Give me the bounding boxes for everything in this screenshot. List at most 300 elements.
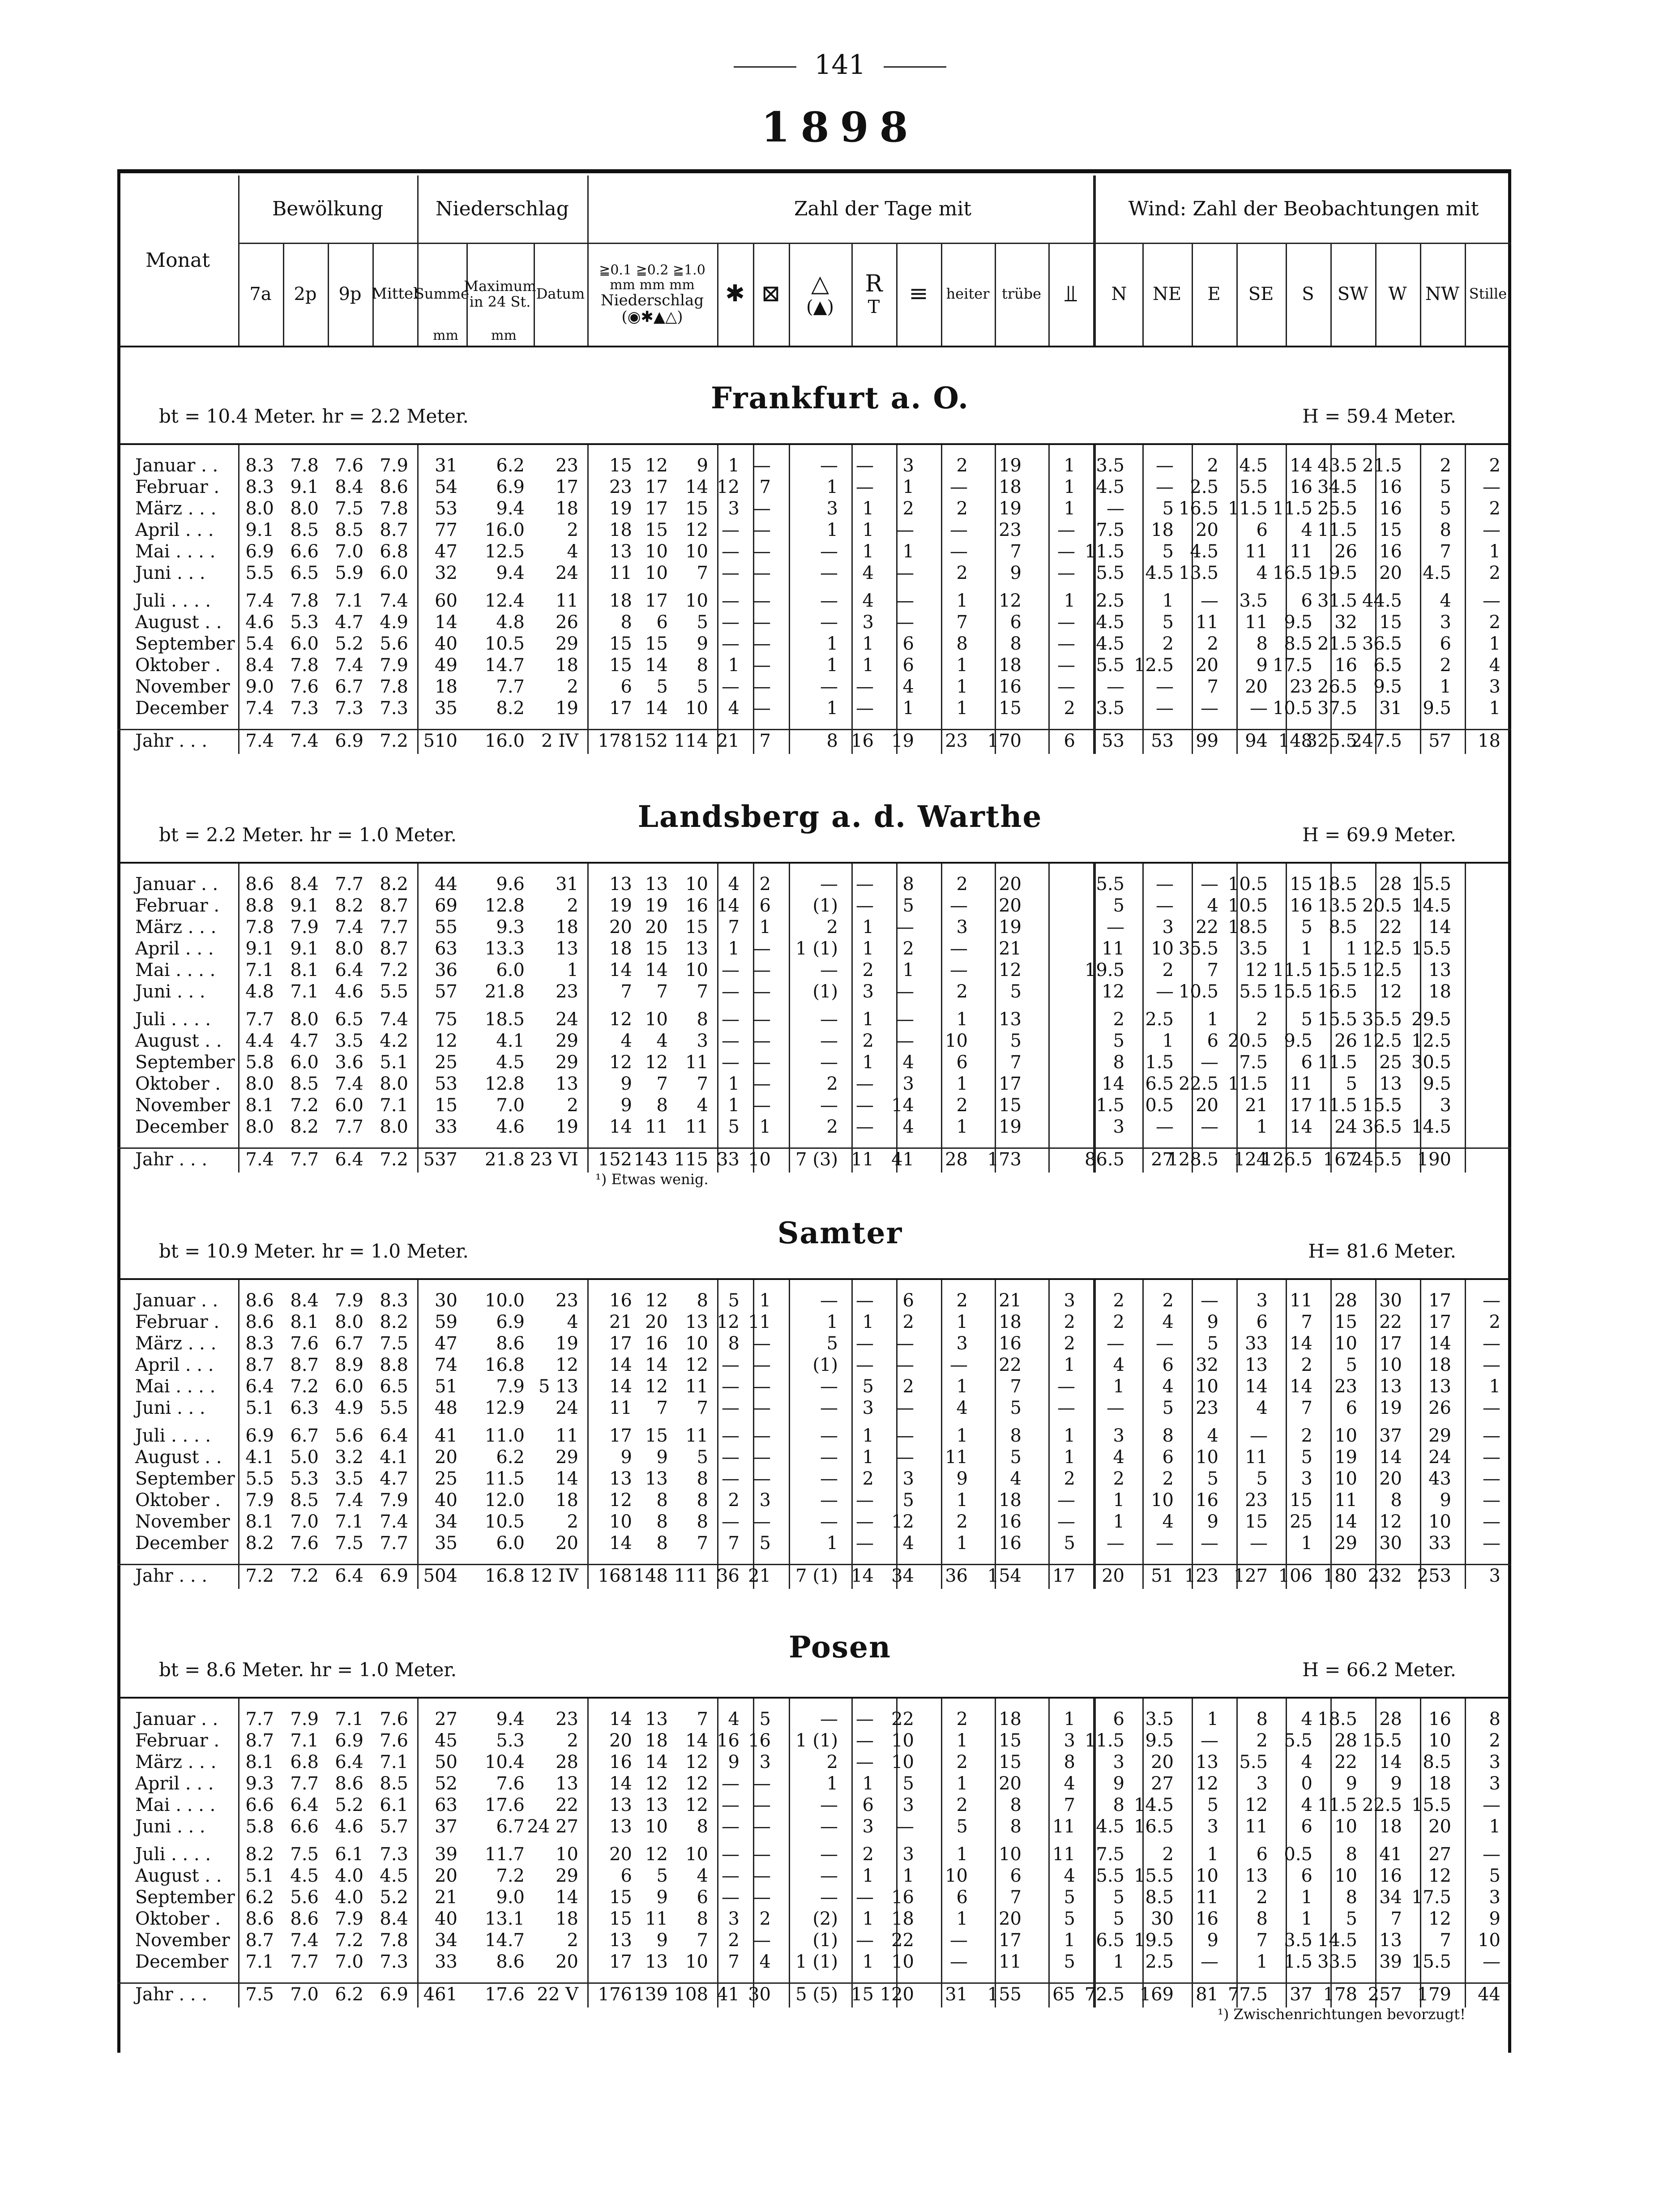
cell: 1 (1064, 477, 1075, 497)
fog-icon: ≡ (909, 280, 928, 308)
cell: 20 (556, 1533, 578, 1554)
cell: 124 (1233, 1149, 1268, 1170)
cell: 8 (1440, 520, 1451, 540)
cell: 16.8 (484, 1566, 525, 1586)
cell: 5.7 (380, 1816, 408, 1837)
cell: 10 (609, 1511, 632, 1532)
cell: 18 (1428, 1773, 1451, 1794)
cell: 13 (1245, 1866, 1268, 1886)
cell: 4.7 (335, 612, 363, 633)
cell: 4 (1489, 655, 1500, 676)
cell: 11.5 (1084, 1730, 1124, 1751)
cell: 8.6 (380, 477, 408, 497)
cell: 18 (999, 655, 1022, 676)
unit-mm-max: mm (491, 328, 517, 343)
cell: 17.6 (484, 1795, 525, 1815)
cell: 2 (862, 960, 874, 980)
cell: 0.5 (1284, 1844, 1312, 1865)
cell: 7 (620, 981, 632, 1002)
cell: 4 (567, 541, 578, 562)
cell: 7 (656, 981, 668, 1002)
cell: 12.4 (484, 591, 525, 611)
cell (1022, 1030, 1075, 1052)
cell: 11 (1245, 1447, 1268, 1468)
cell: 5 (1010, 981, 1022, 1002)
cell: 8 (1390, 1490, 1402, 1511)
cell: 3 (862, 612, 874, 633)
cell: 6.5 (1373, 655, 1402, 676)
cell: 7.9 (380, 455, 408, 476)
cell: 12 (999, 591, 1022, 611)
cell: 41 (717, 1984, 740, 2005)
month-label: Januar . . (135, 874, 218, 895)
cell: 60 (435, 591, 457, 611)
cell: 13 (685, 1312, 708, 1332)
hail-symbol: △ (811, 270, 829, 298)
cell: 9 (1256, 655, 1268, 676)
cell: 9.5 (1284, 612, 1312, 633)
cell: — (753, 676, 771, 697)
cell: 232 (1368, 1566, 1402, 1586)
month-label: September (135, 1468, 235, 1489)
cell: 3 (902, 1074, 914, 1094)
month-label: April . . . (135, 1355, 214, 1375)
cell: 7.5 (380, 1333, 408, 1354)
cell: 30 (435, 1290, 457, 1311)
station-table (117, 1697, 1511, 2012)
cell: 6.6 (290, 1816, 319, 1837)
month-label: April . . . (135, 1773, 214, 1794)
cell: 15 (609, 455, 632, 476)
cell: 7.2 (335, 1930, 363, 1951)
cell: 2 (567, 520, 578, 540)
cell: — (856, 1490, 874, 1511)
cell: 6.9 (496, 1312, 525, 1332)
cell: 1 (902, 541, 914, 562)
cell: 1 (862, 655, 874, 676)
cell: 7.9 (290, 917, 319, 937)
cell: — (856, 676, 874, 697)
month-label: Mai . . . . (135, 1795, 216, 1815)
cell: 4.8 (496, 612, 525, 633)
month-label: Juli . . . . (135, 1844, 211, 1865)
cell: 7 (656, 1074, 668, 1094)
cell: 15.5 (1362, 1730, 1402, 1751)
cell: 7.7 (245, 1709, 274, 1729)
cell: 4 (1207, 1425, 1218, 1446)
cell: 10 (556, 1844, 578, 1865)
cell: 16 (685, 895, 708, 916)
cell: 11.5 (1272, 960, 1312, 980)
cell: 7.6 (335, 455, 363, 476)
cell: 1 (826, 655, 838, 676)
cell: 8.0 (380, 1117, 408, 1137)
cell: 15.5 (1317, 960, 1357, 980)
cell: 3 (1162, 917, 1174, 937)
footnote: ¹) Etwas wenig. (595, 1171, 709, 1188)
cell: 6.4 (245, 1376, 274, 1397)
cell: 6.0 (380, 563, 408, 583)
cell: 11.7 (484, 1844, 525, 1865)
cell: 5.5 (1096, 563, 1124, 583)
cell: 1 (956, 1909, 968, 1929)
cell: 12 (609, 1490, 632, 1511)
cell: — (753, 541, 771, 562)
cell: 7.6 (290, 676, 319, 697)
cell: 15 (1379, 612, 1402, 633)
cell: 19 (556, 698, 578, 719)
cell: 4.6 (335, 981, 363, 1002)
cell: 25 (435, 1468, 457, 1489)
cell: 52 (435, 1773, 457, 1794)
table-row (117, 895, 1511, 916)
cell: 33 (1245, 1333, 1268, 1354)
cell: 29 (1334, 1533, 1357, 1554)
cell: 8.6 (245, 874, 274, 895)
cell: 3 (1440, 612, 1451, 633)
cell: 1 (956, 1844, 968, 1865)
cell: 34 (891, 1566, 914, 1586)
snow-icon: ✱ (725, 280, 745, 308)
cell: 10.5 (484, 633, 525, 654)
cell: 7.1 (245, 960, 274, 980)
month-label: Februar . (135, 895, 220, 916)
cell: — (753, 1009, 771, 1030)
cell: 6 (902, 1290, 914, 1311)
cell: 5 (1010, 1398, 1022, 1418)
cell: 13.1 (484, 1909, 525, 1929)
cell: 3.5 (1284, 1930, 1312, 1951)
cell: 35.5 (1178, 938, 1218, 959)
cell: 1 (1) (795, 1730, 838, 1751)
cell: 6.2 (335, 1984, 363, 2005)
cell: 2 (1489, 455, 1500, 476)
cell: 17 (609, 1425, 632, 1446)
cell: 1 (1440, 676, 1451, 697)
cell: — (856, 1290, 874, 1311)
table-row (117, 1116, 1511, 1138)
cell: 1 (728, 1095, 740, 1116)
cell: 11 (1290, 541, 1312, 562)
cell: 2 (862, 1468, 874, 1489)
cell: 22 (1379, 1312, 1402, 1332)
cell: 11.5 (1317, 1052, 1357, 1073)
cell: 5 (1162, 612, 1174, 633)
cell: 4.1 (380, 1447, 408, 1468)
cell: 5.1 (245, 1866, 274, 1886)
cell: 17 (999, 1074, 1022, 1094)
cell: — (950, 520, 968, 540)
unit-mm-summe: mm (433, 328, 458, 343)
cell: — (753, 1398, 771, 1418)
cell: 7.1 (380, 1752, 408, 1772)
cell: 9 (1010, 563, 1022, 583)
cell: — (1156, 477, 1174, 497)
cell: 11.5 (1084, 541, 1124, 562)
cell: 16 (645, 1333, 668, 1354)
cell: 3 (1489, 1773, 1500, 1794)
cell: 1 (1064, 1355, 1075, 1375)
cell: 2 (567, 1730, 578, 1751)
cell (1022, 916, 1075, 938)
cell: 12 (645, 1376, 668, 1397)
cell: 51 (435, 1376, 457, 1397)
cell: 4 (1162, 1312, 1174, 1332)
cell: 3.5 (1239, 938, 1268, 959)
cell (1447, 981, 1500, 1002)
cell: 12 (609, 1009, 632, 1030)
cell: 4.5 (1190, 541, 1218, 562)
cell: 245.5 (1351, 1149, 1402, 1170)
cell: 15 (999, 1730, 1022, 1751)
cell: 20 (435, 1447, 457, 1468)
cell: 1 (956, 676, 968, 697)
cell: 4 (1207, 895, 1218, 916)
cell: 12 (556, 1355, 578, 1375)
cell: — (1057, 1376, 1075, 1397)
cell: 4.6 (335, 1816, 363, 1837)
cell: 13 (609, 874, 632, 895)
cell: 1 (956, 1117, 968, 1137)
cell: 15 (1379, 520, 1402, 540)
cell: — (1201, 698, 1218, 719)
cell: 8.6 (290, 1909, 319, 1929)
cell: 4.6 (245, 612, 274, 633)
cell: — (722, 1844, 740, 1865)
table-row (117, 1354, 1511, 1376)
cell: — (722, 1447, 740, 1468)
cell: 8.5 (1284, 633, 1312, 654)
cell: 14.5 (1317, 1930, 1357, 1951)
cell: 7 (759, 731, 771, 751)
cell (1447, 1052, 1500, 1073)
cell: 2 (956, 1709, 968, 1729)
cell: 9.5 (1423, 698, 1451, 719)
cell: 5 (902, 895, 914, 916)
cell: 3 (1489, 1887, 1500, 1908)
cell: 5.5 (1096, 655, 1124, 676)
cell: 4 (1256, 1398, 1268, 1418)
cell: 16 (1379, 477, 1402, 497)
cell (1022, 938, 1075, 959)
cell: 16 (1379, 541, 1402, 562)
month-label: Mai . . . . (135, 541, 216, 562)
cell: — (722, 612, 740, 633)
cell: — (856, 1074, 874, 1094)
cell: 10 (891, 1752, 914, 1772)
cell: 127 (1233, 1566, 1268, 1586)
cell: 7.9 (290, 1709, 319, 1729)
cell: 1 (826, 520, 838, 540)
cell: 18.5 (484, 1009, 525, 1030)
cell: 178 (598, 731, 632, 751)
cell: — (1201, 591, 1218, 611)
cell: 35 (435, 698, 457, 719)
table-row (117, 676, 1511, 698)
cell: 9 (1207, 1930, 1218, 1951)
cell: 9.1 (290, 477, 319, 497)
cell: 1 (1489, 541, 1500, 562)
cell: — (753, 1511, 771, 1532)
cell: 24 (1428, 1447, 1451, 1468)
cell: 14 (851, 1566, 874, 1586)
cell: — (820, 1866, 838, 1886)
cell: 15 (999, 1095, 1022, 1116)
cell: 2 (826, 1074, 838, 1094)
cell: 1 (1064, 1447, 1075, 1468)
table-row (117, 1290, 1511, 1311)
cell (1022, 1149, 1075, 1170)
cell: 14.5 (1411, 1117, 1451, 1137)
cell: 7 (1010, 1887, 1022, 1908)
cell: — (1483, 477, 1500, 497)
cell: — (820, 1376, 838, 1397)
cell: 19 (609, 498, 632, 519)
header-heiter: heiter (946, 285, 990, 303)
cell: 8.7 (380, 938, 408, 959)
cell: 13 (1196, 1752, 1218, 1772)
cell: 1 (956, 1533, 968, 1554)
cell: 8 (1010, 1425, 1022, 1446)
cell: 5 (1256, 1468, 1268, 1489)
month-label: November (135, 1511, 230, 1532)
cell: 8.2 (380, 874, 408, 895)
cell: 37 (1290, 1984, 1312, 2005)
month-label: November (135, 676, 230, 697)
cell: 14 (645, 698, 668, 719)
table-row (117, 562, 1511, 584)
cell: 3 (956, 917, 968, 937)
cell: 23 VI (530, 1149, 578, 1170)
cell: — (722, 1398, 740, 1418)
cell: 11 (1245, 612, 1268, 633)
month-label: Juni . . . (135, 1398, 205, 1418)
cell: 7.4 (290, 731, 319, 751)
cell: 2 (1440, 655, 1451, 676)
cell: 10 (685, 698, 708, 719)
cell: 18 (556, 655, 578, 676)
cell: 8 (697, 1909, 708, 1929)
cell: — (722, 1511, 740, 1532)
cell: 16.5 (1178, 498, 1218, 519)
cell: 11 (1245, 541, 1268, 562)
month-label: Februar . (135, 1312, 220, 1332)
cell: 4.5 (1096, 612, 1124, 633)
cell (1022, 959, 1075, 981)
cell: 7.1 (290, 981, 319, 1002)
cell: 3 (1489, 1566, 1500, 1586)
cell: — (1057, 1511, 1075, 1532)
storm-icon: ⫫ (1064, 280, 1077, 308)
table-row (117, 1930, 1511, 1951)
cell: 10 (645, 563, 668, 583)
cell: 8 (1113, 1795, 1124, 1815)
cell (1022, 1073, 1075, 1095)
cell: — (820, 455, 838, 476)
month-label: März . . . (135, 1333, 217, 1354)
cell: 143 (633, 1149, 668, 1170)
cell: 6 (1113, 1709, 1124, 1729)
cell: 77.5 (1227, 1984, 1268, 2005)
cell: 1 (1113, 1376, 1124, 1397)
cell: 152 (598, 1149, 632, 1170)
cell: 4 (1301, 1752, 1312, 1772)
cell: 20 (999, 1909, 1022, 1929)
cell: — (1201, 1290, 1218, 1311)
cell: 44 (1478, 1984, 1500, 2005)
cell: 23 (1334, 1376, 1357, 1397)
cell: 5 (656, 676, 668, 697)
cell: 15 (999, 1752, 1022, 1772)
cell: 44 (435, 874, 457, 895)
header-wind-e: E (1207, 284, 1221, 304)
cell: — (1057, 563, 1075, 583)
cell: 20 (999, 895, 1022, 916)
cell: 1.5 (1284, 1952, 1312, 1972)
cell: 18 (609, 520, 632, 540)
cell: 11 (556, 591, 578, 611)
month-label: Januar . . (135, 455, 218, 476)
header-wind-ne: NE (1152, 284, 1182, 304)
cell: 14 (891, 1095, 914, 1116)
cell: — (1057, 1490, 1075, 1511)
cell: 7 (1440, 1930, 1451, 1951)
cell: 14 (645, 655, 668, 676)
header-bew-mittel: Mittel (372, 285, 419, 303)
sleet-icon: ⊠ (761, 280, 781, 308)
cell: 7 (1207, 676, 1218, 697)
table-row (117, 1447, 1511, 1468)
month-label: December (135, 698, 229, 719)
cell: 7.3 (290, 698, 319, 719)
cell: — (753, 1031, 771, 1051)
cell: 20 (999, 874, 1022, 895)
cell: 7.9 (380, 655, 408, 676)
cell: 14.7 (484, 1930, 525, 1951)
cell: 7 (697, 1074, 708, 1094)
cell: 2 (567, 1511, 578, 1532)
cell: 1 (902, 960, 914, 980)
cell: — (820, 541, 838, 562)
cell: 21 (748, 1566, 771, 1586)
cell: 13 (645, 1952, 668, 1972)
table-row (117, 455, 1511, 476)
cell: 26 (556, 612, 578, 633)
cell: — (753, 1844, 771, 1865)
cell: 7.4 (335, 1074, 363, 1094)
cell: 33.5 (1317, 1952, 1357, 1972)
cell: 7.8 (290, 591, 319, 611)
cell: 13 (645, 874, 668, 895)
cell: 8.3 (380, 1290, 408, 1311)
table-row-total (117, 1982, 1511, 2005)
cell: 19 (1334, 1447, 1357, 1468)
cell: 11 (685, 1376, 708, 1397)
cell: 9.0 (496, 1887, 525, 1908)
cell: 20 (1196, 1095, 1218, 1116)
cell: 4 (656, 1031, 668, 1051)
cell: 8 (1256, 633, 1268, 654)
cell: 21 (1245, 1095, 1268, 1116)
cell: — (722, 1795, 740, 1815)
cell: 6.2 (245, 1887, 274, 1908)
cell: 7.2 (290, 1566, 319, 1586)
cell: 2 (956, 1752, 968, 1772)
cell: 24 (1334, 1117, 1357, 1137)
cell: — (820, 676, 838, 697)
table-row (117, 1376, 1511, 1397)
cell: 20 (645, 917, 668, 937)
